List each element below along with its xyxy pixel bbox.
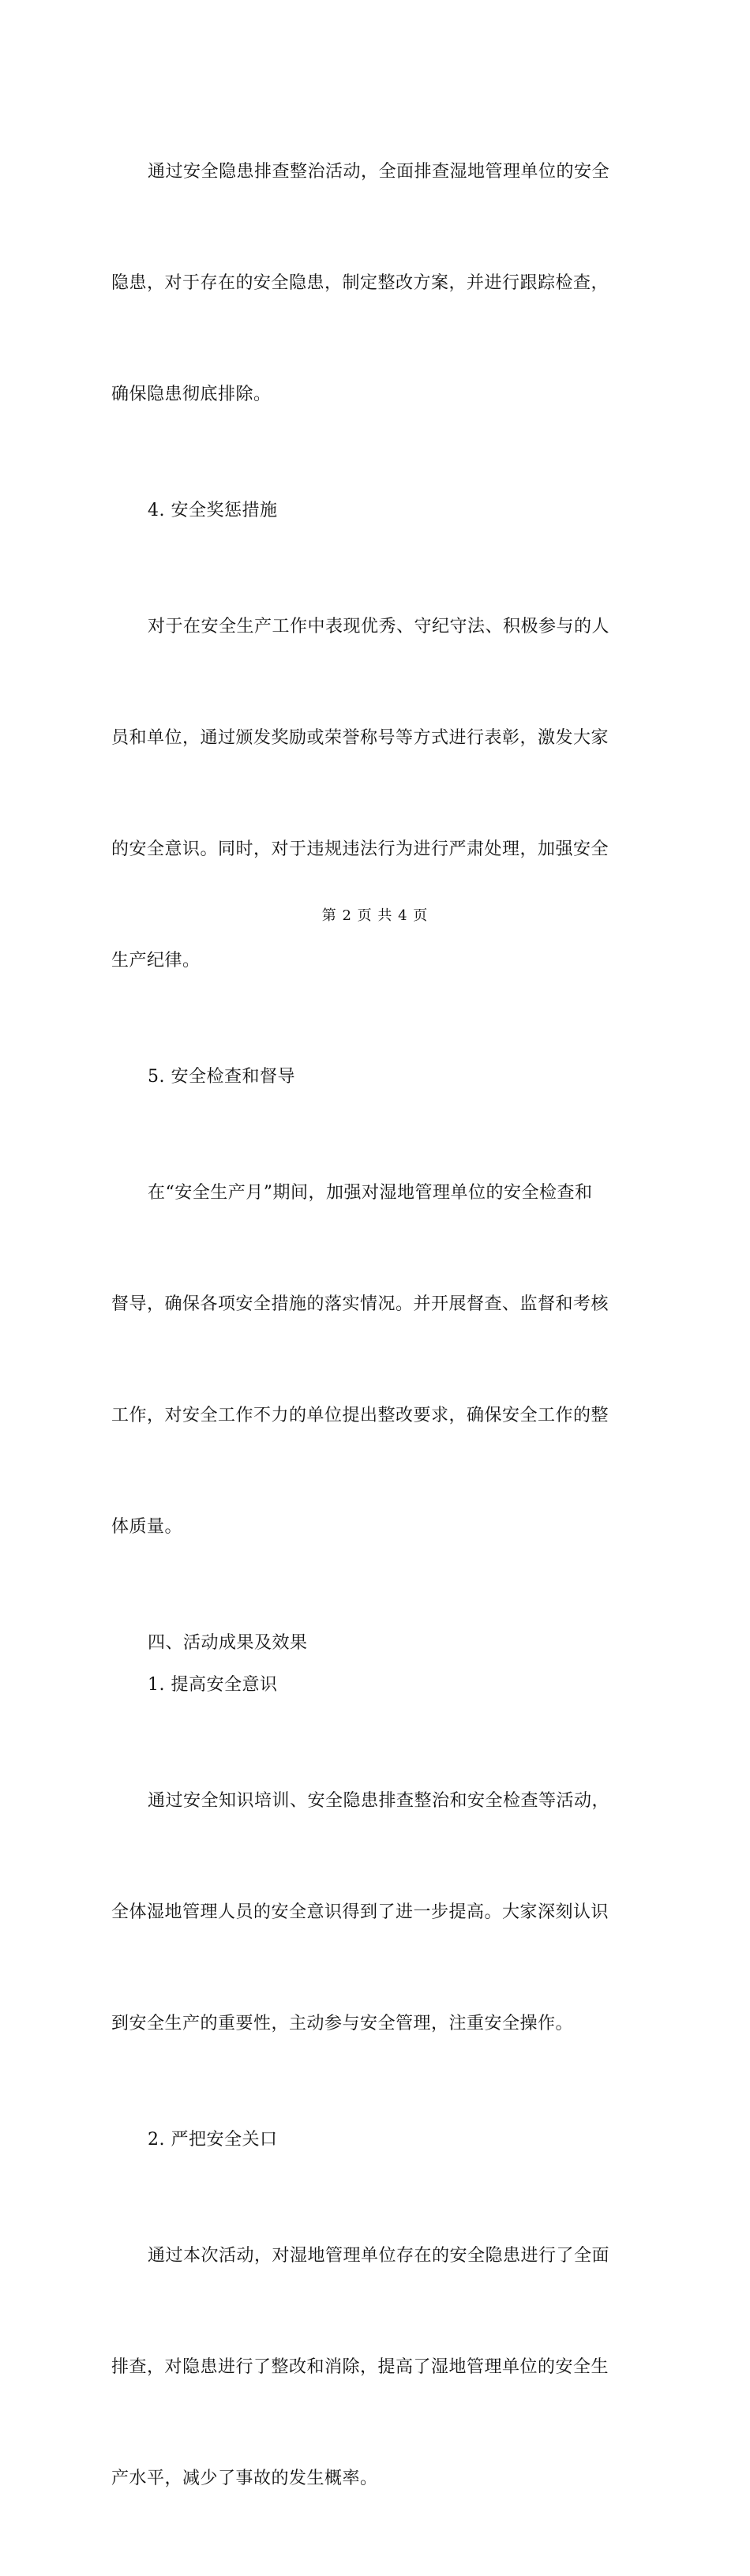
text-line: 排查，对隐患进行了整改和消除，提高了湿地管理单位的安全生 [111, 2357, 609, 2377]
text-line: 工作，对安全工作不力的单位提出整改要求，确保安全工作的整 [111, 1406, 609, 1425]
text-line: 确保隐患彻底排除。 [111, 385, 272, 404]
paragraph-safety-gate [111, 2163, 632, 2571]
section-heading-rewards: 4. 安全奖惩措施 [148, 501, 278, 520]
text-line: 产水平，减少了事故的发生概率。 [111, 2469, 378, 2488]
text-line: 在“安全生产月”期间，加强对湿地管理单位的安全检查和 [148, 1183, 593, 1203]
section-heading-safety-gate: 2. 严把安全关口 [148, 2130, 278, 2150]
paragraph-inspection [111, 1100, 632, 1620]
page-number-footer: 第 2 页 共 4 页 [321, 907, 429, 924]
text-line: 隐患，对于存在的安全隐患，制定整改方案，并进行跟踪检查， [111, 273, 609, 293]
text-line: 员和单位，通过颁发奖励或荣誉称号等方式进行表彰，激发大家 [111, 728, 609, 748]
section-heading-results: 四、活动成果及效果 [148, 1633, 308, 1653]
text-line: 到安全生产的重要性，主动参与安全管理，注重安全操作。 [111, 2014, 574, 2033]
paragraph-awareness [111, 1708, 632, 2116]
text-line: 通过本次活动，对湿地管理单位存在的安全隐患进行了全面 [148, 2246, 610, 2266]
document-body [111, 79, 632, 2576]
section-heading-inspection: 5. 安全检查和督导 [148, 1067, 295, 1087]
text-line: 通过安全知识培训、安全隐患排查整治和安全检查等活动， [148, 1791, 610, 1811]
paragraph-hazard-investigation [111, 79, 632, 487]
section-heading-awareness: 1. 提高安全意识 [148, 1675, 278, 1695]
text-line: 全体湿地管理人员的安全意识得到了进一步提高。大家深刻认识 [111, 1902, 609, 1922]
text-line: 对于在安全生产工作中表现优秀、守纪守法、积极参与的人 [148, 617, 610, 636]
text-line: 的安全意识。同时，对于违规违法行为进行严肃处理，加强安全 [111, 839, 609, 859]
text-line: 督导，确保各项安全措施的落实情况。并开展督查、监督和考核 [111, 1294, 609, 1314]
text-line: 生产纪律。 [111, 951, 201, 971]
text-line: 体质量。 [111, 1517, 183, 1537]
text-line: 通过安全隐患排查整治活动，全面排查湿地管理单位的安全 [148, 162, 610, 182]
paragraph-rewards [111, 534, 632, 1053]
